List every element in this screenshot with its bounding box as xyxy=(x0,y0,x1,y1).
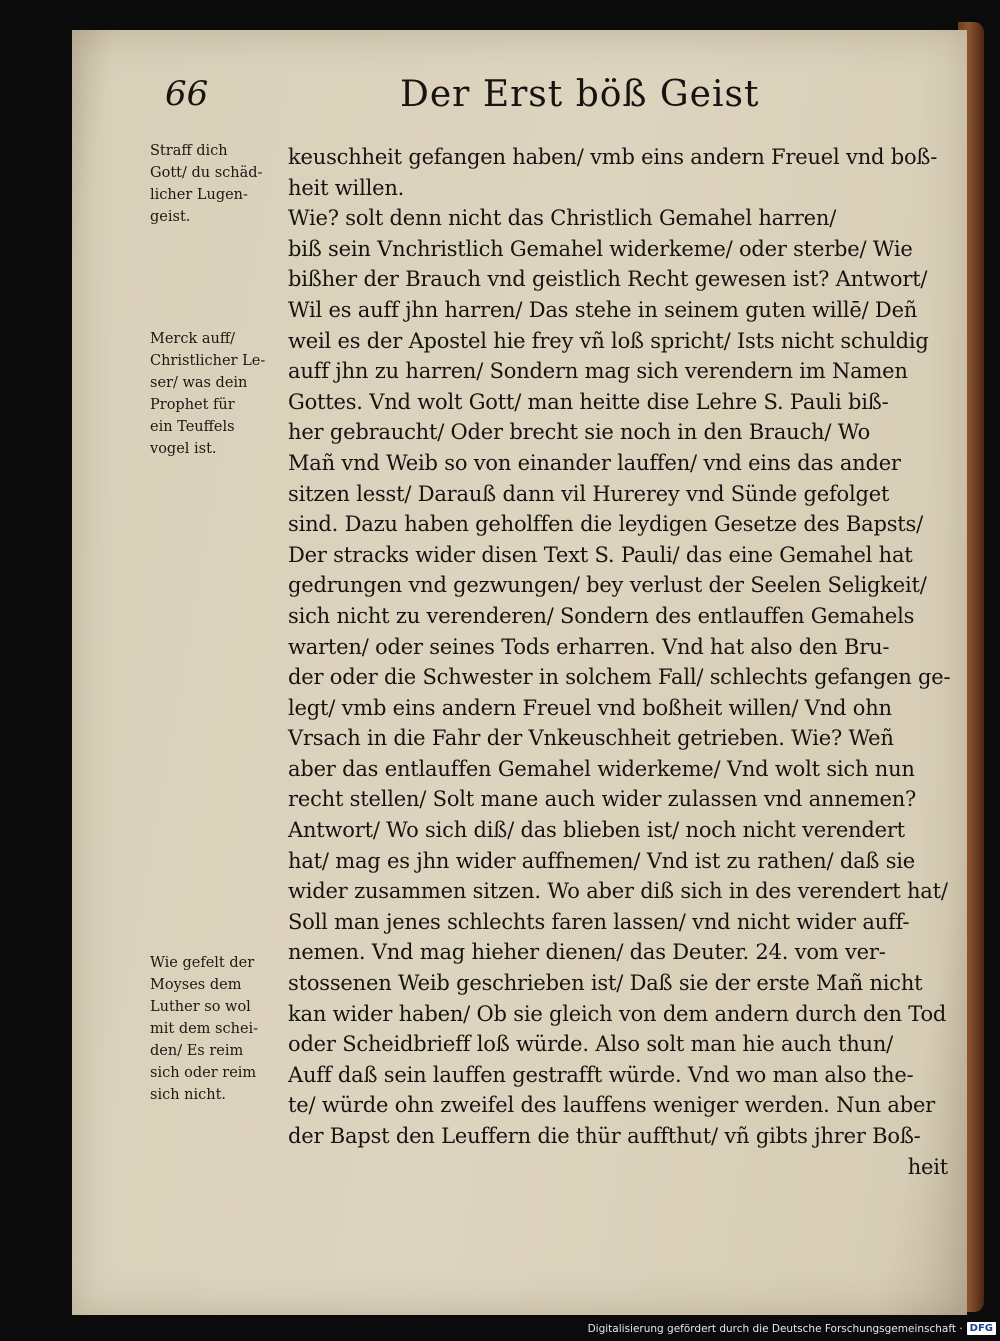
running-title: Der Erst böß Geist xyxy=(400,74,760,115)
text-line: te/ würde ohn zweifel des lauffens weniger werden. Nun aber xyxy=(288,1093,936,1118)
text-line: wider zusammen sitzen. Wo aber diß sich in des verendert hat/ xyxy=(288,879,948,904)
margin-note-line: sich nicht. xyxy=(150,1087,227,1103)
text-line: der oder die Schwester in solchem Fall/ schlechts gefangen ge- xyxy=(288,665,951,690)
dfg-logo-icon: DFG xyxy=(967,1322,996,1335)
text-line: Auff daß sein lauffen gestrafft würde. Vnd wo man also the- xyxy=(288,1062,914,1087)
margin-note-line: Wie gefelt der xyxy=(150,955,255,971)
page-number: 66 xyxy=(165,74,209,114)
margin-note-line: Luther so wol xyxy=(150,999,251,1015)
margin-note-line: geist. xyxy=(150,209,191,225)
footer-credit: Digitalisierung gefördert durch die Deutsche Forschungsgemeinschaft · xyxy=(587,1322,963,1335)
margin-note-line: sich oder reim xyxy=(150,1065,257,1081)
margin-note-2 xyxy=(150,328,288,460)
text-line: Gottes. Vnd wolt Gott/ man heitte dise Lehre S. Pauli biß- xyxy=(288,389,889,414)
text-line: her gebraucht/ Oder brecht sie noch in den Brauch/ Wo xyxy=(288,420,871,445)
catchword: heit xyxy=(907,1154,948,1179)
margin-note-3 xyxy=(150,952,288,1106)
margin-note-line: Prophet für xyxy=(150,397,235,413)
text-line: recht stellen/ Solt mane auch wider zulassen vnd annemen? xyxy=(288,787,917,812)
text-line: aber das entlauffen Gemahel widerkeme/ Vnd wolt sich nun xyxy=(288,756,915,781)
margin-note-line: den/ Es reim xyxy=(150,1043,244,1059)
text-line: hat/ mag es jhn wider auffnemen/ Vnd ist zu rathen/ daß sie xyxy=(288,848,916,873)
text-line: gedrungen vnd gezwungen/ bey verlust der Seelen Seligkeit/ xyxy=(288,573,927,598)
margin-note-line: Christlicher Le- xyxy=(150,353,266,369)
margin-note-1 xyxy=(150,140,288,228)
text-line: heit willen. xyxy=(288,175,405,200)
text-line: Der stracks wider disen Text S. Pauli/ das eine Gemahel hat xyxy=(288,542,913,567)
text-line: stossenen Weib geschrieben ist/ Daß sie der erste Mañ nicht xyxy=(288,971,923,996)
body-text xyxy=(288,142,958,1182)
text-line: Antwort/ Wo sich diß/ das blieben ist/ noch nicht verendert xyxy=(288,818,905,843)
margin-note-line: Moyses dem xyxy=(150,977,242,993)
margin-note-line: ein Teuffels xyxy=(150,419,235,435)
text-line: Vrsach in die Fahr der Vnkeuschheit getrieben. Wie? Weñ xyxy=(288,726,894,751)
text-line: keuschheit gefangen haben/ vmb eins andern Freuel vnd boß- xyxy=(288,145,938,169)
margin-note-line: Straff dich xyxy=(150,143,228,159)
margin-note-line: mit dem schei- xyxy=(150,1021,259,1037)
text-line: sitzen lesst/ Darauß dann vil Hurerey vnd Sünde gefolget xyxy=(288,481,890,506)
text-line: sind. Dazu haben geholffen die leydigen Gesetze des Bapsts/ xyxy=(288,512,923,537)
margin-note-line: Gott/ du schäd- xyxy=(150,165,263,181)
text-line: sich nicht zu verenderen/ Sondern des entlauffen Gemahels xyxy=(288,603,915,628)
margin-note-line: vogel ist. xyxy=(150,441,217,457)
text-line: kan wider haben/ Ob sie gleich von dem andern durch den Tod xyxy=(288,1001,947,1026)
margin-note-line: licher Lugen- xyxy=(150,187,248,203)
text-line: biß sein Vnchristlich Gemahel widerkeme/ oder sterbe/ Wie xyxy=(288,236,913,261)
text-line: Mañ vnd Weib so von einander lauffen/ vnd eins das ander xyxy=(288,450,901,475)
text-line: weil es der Apostel hie frey vñ loß spricht/ Ists nicht schuldig xyxy=(288,328,929,353)
text-line: auff jhn zu harren/ Sondern mag sich verendern im Namen xyxy=(288,359,908,384)
text-line: Wie? solt denn nicht das Christlich Gemahel harren/ xyxy=(288,206,837,231)
text-line: warten/ oder seines Tods erharren. Vnd hat also den Bru- xyxy=(288,634,890,659)
text-line: oder Scheidbrieff loß würde. Also solt man hie auch thun/ xyxy=(288,1032,894,1057)
margin-note-line: ser/ was dein xyxy=(150,375,248,391)
digitization-footer xyxy=(588,1322,996,1335)
text-line: Soll man jenes schlechts faren lassen/ vnd nicht wider auff- xyxy=(288,909,910,934)
text-line: legt/ vmb eins andern Freuel vnd boßheit willen/ Vnd ohn xyxy=(288,695,892,720)
margin-note-line: Merck auff/ xyxy=(150,331,236,347)
text-line: Wil es auff jhn harren/ Das stehe in seinem guten willē/ Deñ xyxy=(288,297,918,322)
text-line: der Bapst den Leuffern die thür auffthut/ vñ gibts jhrer Boß- xyxy=(288,1124,921,1148)
text-line: nemen. Vnd mag hieher dienen/ das Deuter. 24. vom ver- xyxy=(288,940,886,965)
page-header xyxy=(0,72,1000,132)
text-line: bißher der Brauch vnd geistlich Recht gewesen ist? Antwort/ xyxy=(288,267,928,292)
